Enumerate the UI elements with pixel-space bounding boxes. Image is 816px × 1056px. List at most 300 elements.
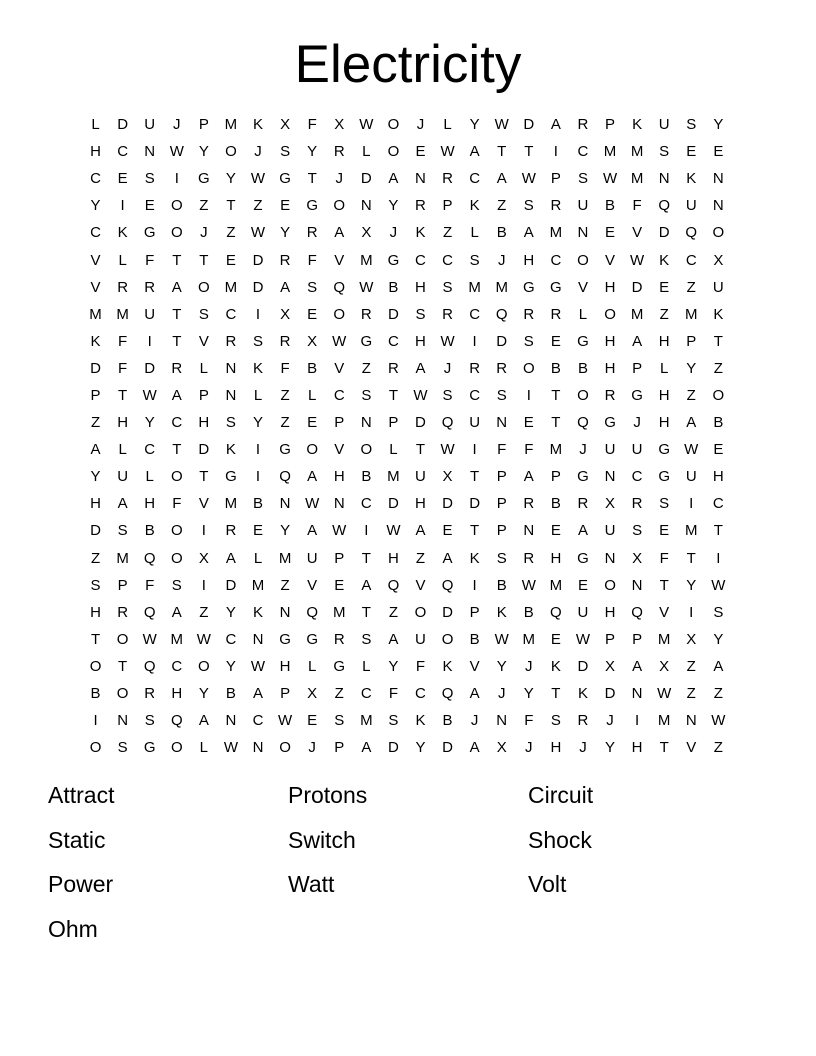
grid-cell[interactable]: N	[658, 170, 670, 188]
grid-cell[interactable]: W	[305, 495, 320, 513]
grid-cell[interactable]: T	[226, 197, 236, 215]
grid-cell[interactable]: Y	[225, 170, 236, 188]
grid-cell[interactable]: R	[144, 278, 156, 296]
grid-cell[interactable]: C	[360, 685, 372, 703]
grid-cell[interactable]: X	[496, 739, 507, 757]
grid-cell[interactable]: T	[415, 441, 426, 459]
grid-cell[interactable]: K	[225, 441, 236, 459]
grid-cell[interactable]: H	[90, 143, 101, 161]
grid-cell[interactable]: H	[658, 332, 670, 350]
grid-cell[interactable]: R	[577, 495, 589, 513]
grid-cell[interactable]: M	[630, 305, 644, 323]
grid-cell[interactable]: V	[334, 359, 345, 377]
grid-cell[interactable]: Z	[280, 386, 290, 404]
grid-cell[interactable]: R	[117, 278, 129, 296]
grid-cell[interactable]: N	[712, 170, 724, 188]
grid-cell[interactable]: T	[118, 386, 128, 404]
grid-cell[interactable]: H	[550, 549, 562, 567]
grid-cell[interactable]: N	[577, 224, 589, 242]
grid-cell[interactable]: H	[117, 414, 129, 432]
grid-cell[interactable]: R	[225, 522, 237, 540]
grid-cell[interactable]: G	[333, 657, 346, 675]
grid-cell[interactable]: E	[605, 224, 616, 242]
grid-cell[interactable]: K	[253, 116, 264, 134]
grid-cell[interactable]: N	[712, 197, 724, 215]
grid-cell[interactable]: E	[415, 143, 426, 161]
grid-cell[interactable]: G	[577, 332, 589, 350]
grid-cell[interactable]: Y	[415, 739, 426, 757]
grid-cell[interactable]: Y	[225, 657, 236, 675]
grid-cell[interactable]: H	[523, 251, 535, 269]
grid-cell[interactable]: K	[469, 549, 480, 567]
grid-cell[interactable]: R	[279, 332, 291, 350]
grid-cell[interactable]: H	[387, 549, 399, 567]
grid-cell[interactable]: Y	[686, 576, 697, 594]
grid-cell[interactable]: P	[334, 739, 345, 757]
grid-cell[interactable]: M	[630, 143, 644, 161]
grid-cell[interactable]: Z	[90, 414, 101, 432]
grid-cell[interactable]: X	[334, 116, 345, 134]
grid-cell[interactable]: E	[442, 522, 453, 540]
grid-cell[interactable]: V	[659, 603, 670, 621]
grid-cell[interactable]: I	[255, 468, 261, 486]
grid-cell[interactable]: P	[388, 414, 399, 432]
grid-cell[interactable]: F	[145, 576, 155, 594]
grid-cell[interactable]: Y	[198, 685, 209, 703]
grid-cell[interactable]: L	[578, 305, 588, 323]
grid-cell[interactable]: I	[716, 549, 721, 567]
grid-cell[interactable]: A	[171, 603, 182, 621]
grid-cell[interactable]: E	[577, 576, 588, 594]
grid-cell[interactable]: H	[333, 468, 345, 486]
grid-cell[interactable]: D	[225, 576, 237, 594]
grid-cell[interactable]: P	[496, 495, 507, 513]
grid-cell[interactable]: I	[147, 332, 152, 350]
grid-cell[interactable]: B	[496, 224, 507, 242]
grid-cell[interactable]: G	[522, 278, 535, 296]
grid-cell[interactable]: M	[116, 305, 129, 323]
grid-cell[interactable]: T	[172, 441, 182, 459]
grid-cell[interactable]: M	[116, 549, 129, 567]
grid-cell[interactable]: C	[550, 251, 562, 269]
grid-cell[interactable]: N	[252, 630, 264, 648]
grid-cell[interactable]: W	[142, 386, 157, 404]
grid-cell[interactable]: A	[280, 278, 291, 296]
grid-cell[interactable]: D	[387, 739, 399, 757]
grid-cell[interactable]: L	[145, 468, 154, 486]
grid-cell[interactable]: A	[117, 495, 128, 513]
grid-cell[interactable]: Z	[497, 197, 507, 215]
grid-cell[interactable]: P	[442, 197, 453, 215]
grid-cell[interactable]: F	[307, 251, 317, 269]
grid-cell[interactable]: F	[415, 657, 426, 675]
grid-cell[interactable]: B	[388, 278, 399, 296]
grid-cell[interactable]: N	[496, 712, 508, 730]
grid-cell[interactable]: K	[469, 197, 480, 215]
grid-cell[interactable]: A	[388, 630, 399, 648]
grid-cell[interactable]: F	[659, 549, 669, 567]
grid-cell[interactable]: S	[171, 576, 182, 594]
grid-cell[interactable]: B	[605, 197, 616, 215]
grid-cell[interactable]: E	[253, 522, 264, 540]
grid-cell[interactable]: G	[631, 386, 643, 404]
grid-cell[interactable]: E	[225, 251, 236, 269]
grid-cell[interactable]: W	[278, 712, 293, 730]
grid-cell[interactable]: A	[469, 739, 480, 757]
grid-cell[interactable]: T	[497, 143, 507, 161]
grid-cell[interactable]: O	[170, 739, 183, 757]
grid-cell[interactable]: R	[469, 359, 481, 377]
grid-cell[interactable]: N	[631, 685, 643, 703]
grid-cell[interactable]: R	[523, 305, 535, 323]
grid-cell[interactable]: P	[198, 386, 209, 404]
grid-cell[interactable]: I	[472, 332, 477, 350]
grid-cell[interactable]: H	[604, 359, 616, 377]
grid-cell[interactable]: U	[415, 468, 426, 486]
grid-cell[interactable]: S	[253, 332, 264, 350]
grid-cell[interactable]: E	[307, 712, 318, 730]
grid-cell[interactable]: F	[118, 359, 128, 377]
grid-cell[interactable]: R	[387, 359, 399, 377]
grid-cell[interactable]: T	[551, 386, 561, 404]
grid-cell[interactable]: H	[90, 495, 101, 513]
grid-cell[interactable]: L	[118, 251, 127, 269]
grid-cell[interactable]: T	[713, 332, 723, 350]
grid-cell[interactable]: H	[90, 603, 101, 621]
grid-cell[interactable]: D	[469, 495, 481, 513]
grid-cell[interactable]: S	[659, 495, 670, 513]
grid-cell[interactable]: F	[118, 332, 128, 350]
grid-cell[interactable]: J	[416, 116, 425, 134]
grid-cell[interactable]: N	[225, 712, 237, 730]
grid-cell[interactable]: H	[712, 468, 724, 486]
grid-cell[interactable]: W	[711, 576, 726, 594]
grid-cell[interactable]: I	[472, 576, 477, 594]
grid-cell[interactable]: U	[144, 305, 156, 323]
grid-cell[interactable]: N	[360, 414, 372, 432]
grid-cell[interactable]: W	[169, 143, 184, 161]
grid-cell[interactable]: L	[118, 441, 127, 459]
grid-cell[interactable]: W	[413, 386, 428, 404]
grid-cell[interactable]: I	[174, 170, 179, 188]
grid-cell[interactable]: Z	[361, 359, 371, 377]
grid-cell[interactable]: B	[253, 495, 264, 513]
grid-cell[interactable]: S	[713, 603, 724, 621]
grid-cell[interactable]: H	[171, 685, 183, 703]
grid-cell[interactable]: G	[306, 630, 318, 648]
grid-cell[interactable]: D	[387, 305, 399, 323]
grid-cell[interactable]: M	[224, 278, 238, 296]
grid-cell[interactable]: M	[657, 712, 671, 730]
grid-cell[interactable]: Y	[713, 630, 724, 648]
grid-cell[interactable]: O	[306, 441, 318, 459]
grid-cell[interactable]: O	[89, 657, 102, 675]
grid-cell[interactable]: W	[575, 630, 591, 648]
grid-cell[interactable]: S	[361, 630, 372, 648]
grid-cell[interactable]: K	[442, 657, 453, 675]
grid-cell[interactable]: C	[360, 495, 372, 513]
grid-cell[interactable]: G	[360, 332, 373, 350]
grid-cell[interactable]: W	[332, 522, 347, 540]
grid-cell[interactable]: A	[361, 576, 372, 594]
grid-cell[interactable]: M	[630, 170, 644, 188]
grid-cell[interactable]: J	[606, 712, 614, 730]
grid-cell[interactable]: D	[252, 278, 264, 296]
grid-cell[interactable]: R	[523, 549, 535, 567]
grid-cell[interactable]: D	[442, 603, 453, 621]
grid-cell[interactable]: O	[279, 739, 291, 757]
grid-cell[interactable]: T	[199, 468, 209, 486]
grid-cell[interactable]: A	[469, 685, 480, 703]
grid-cell[interactable]: M	[89, 305, 102, 323]
grid-cell[interactable]: D	[577, 657, 589, 675]
grid-cell[interactable]: H	[604, 332, 616, 350]
grid-cell[interactable]: A	[550, 116, 561, 134]
grid-cell[interactable]: I	[553, 143, 558, 161]
grid-cell[interactable]: E	[550, 332, 561, 350]
grid-cell[interactable]: O	[441, 630, 454, 648]
grid-cell[interactable]: R	[442, 305, 453, 323]
grid-cell[interactable]: L	[660, 359, 669, 377]
grid-cell[interactable]: D	[658, 224, 670, 242]
grid-cell[interactable]: A	[632, 332, 643, 350]
grid-cell[interactable]: S	[469, 251, 480, 269]
grid-cell[interactable]: D	[442, 495, 453, 513]
grid-cell[interactable]: D	[523, 116, 535, 134]
grid-cell[interactable]: T	[361, 603, 371, 621]
grid-cell[interactable]: O	[89, 739, 102, 757]
grid-cell[interactable]: C	[442, 251, 453, 269]
grid-cell[interactable]: G	[279, 441, 291, 459]
grid-cell[interactable]: I	[689, 603, 694, 621]
grid-cell[interactable]: T	[551, 685, 561, 703]
grid-cell[interactable]: T	[172, 332, 182, 350]
grid-cell[interactable]: R	[550, 197, 562, 215]
grid-cell[interactable]: J	[308, 739, 316, 757]
grid-cell[interactable]: S	[361, 386, 372, 404]
grid-cell[interactable]: L	[253, 549, 263, 567]
grid-cell[interactable]: D	[496, 332, 508, 350]
grid-cell[interactable]: M	[549, 576, 563, 594]
grid-cell[interactable]: J	[200, 224, 208, 242]
grid-cell[interactable]: A	[632, 657, 643, 675]
grid-cell[interactable]: V	[334, 441, 345, 459]
grid-cell[interactable]: I	[635, 712, 640, 730]
grid-cell[interactable]: S	[496, 549, 507, 567]
grid-cell[interactable]: W	[440, 441, 455, 459]
grid-cell[interactable]: W	[521, 170, 536, 188]
grid-cell[interactable]: Z	[686, 386, 696, 404]
grid-cell[interactable]: Q	[333, 278, 346, 296]
grid-cell[interactable]: E	[144, 197, 155, 215]
grid-cell[interactable]: O	[604, 576, 616, 594]
grid-cell[interactable]: Q	[143, 549, 156, 567]
grid-cell[interactable]: Q	[306, 603, 318, 621]
grid-cell[interactable]: D	[252, 251, 264, 269]
grid-cell[interactable]: O	[387, 116, 400, 134]
grid-cell[interactable]: M	[685, 522, 698, 540]
grid-cell[interactable]: S	[225, 414, 236, 432]
grid-cell[interactable]: R	[360, 305, 372, 323]
grid-cell[interactable]: E	[686, 143, 697, 161]
grid-cell[interactable]: B	[523, 603, 534, 621]
grid-cell[interactable]: O	[116, 685, 129, 703]
grid-cell[interactable]: M	[549, 224, 563, 242]
grid-cell[interactable]: N	[252, 739, 264, 757]
grid-cell[interactable]: D	[144, 359, 156, 377]
grid-cell[interactable]: O	[387, 143, 400, 161]
grid-cell[interactable]: R	[577, 712, 589, 730]
grid-cell[interactable]: X	[605, 657, 616, 675]
grid-cell[interactable]: Y	[388, 197, 399, 215]
grid-cell[interactable]: J	[389, 224, 398, 242]
grid-cell[interactable]: U	[604, 522, 616, 540]
grid-cell[interactable]: U	[306, 549, 318, 567]
grid-cell[interactable]: L	[389, 441, 398, 459]
grid-cell[interactable]: T	[524, 143, 534, 161]
grid-cell[interactable]: K	[253, 359, 264, 377]
grid-cell[interactable]: W	[602, 170, 618, 188]
grid-cell[interactable]: J	[173, 116, 181, 134]
grid-cell[interactable]: R	[306, 224, 318, 242]
grid-cell[interactable]: M	[170, 630, 184, 648]
grid-cell[interactable]: A	[442, 549, 453, 567]
grid-cell[interactable]: X	[307, 685, 318, 703]
grid-cell[interactable]: S	[198, 305, 209, 323]
grid-cell[interactable]: S	[442, 278, 453, 296]
grid-cell[interactable]: X	[280, 116, 291, 134]
grid-cell[interactable]: Z	[686, 278, 696, 296]
grid-cell[interactable]: H	[550, 739, 562, 757]
grid-cell[interactable]: F	[632, 197, 642, 215]
grid-cell[interactable]: I	[472, 441, 477, 459]
grid-cell[interactable]: O	[170, 197, 183, 215]
grid-cell[interactable]: A	[171, 278, 182, 296]
grid-cell[interactable]: Z	[415, 549, 426, 567]
grid-cell[interactable]: A	[388, 170, 399, 188]
grid-cell[interactable]: X	[713, 251, 724, 269]
grid-cell[interactable]: J	[633, 414, 641, 432]
grid-cell[interactable]: N	[604, 468, 616, 486]
grid-cell[interactable]: F	[172, 495, 182, 513]
grid-cell[interactable]: T	[199, 251, 209, 269]
grid-cell[interactable]: G	[279, 630, 291, 648]
grid-cell[interactable]: J	[525, 657, 533, 675]
grid-cell[interactable]: P	[496, 468, 507, 486]
grid-cell[interactable]: Y	[90, 468, 101, 486]
grid-cell[interactable]: P	[550, 170, 561, 188]
grid-cell[interactable]: U	[712, 278, 724, 296]
grid-cell[interactable]: K	[577, 685, 588, 703]
grid-cell[interactable]: R	[171, 359, 183, 377]
grid-cell[interactable]: K	[496, 603, 507, 621]
grid-cell[interactable]: P	[280, 685, 291, 703]
grid-cell[interactable]: M	[387, 468, 400, 486]
grid-cell[interactable]: R	[496, 359, 508, 377]
grid-cell[interactable]: K	[550, 657, 561, 675]
grid-cell[interactable]: B	[550, 495, 561, 513]
grid-cell[interactable]: C	[90, 224, 101, 242]
grid-cell[interactable]: S	[415, 305, 426, 323]
grid-cell[interactable]: I	[526, 386, 531, 404]
grid-cell[interactable]: A	[361, 739, 372, 757]
grid-cell[interactable]: C	[90, 170, 101, 188]
grid-cell[interactable]: I	[93, 712, 98, 730]
grid-cell[interactable]: G	[198, 170, 210, 188]
grid-cell[interactable]: E	[280, 197, 291, 215]
grid-cell[interactable]: C	[252, 712, 264, 730]
grid-cell[interactable]: S	[442, 386, 453, 404]
grid-cell[interactable]: W	[359, 116, 374, 134]
grid-cell[interactable]: R	[333, 630, 345, 648]
grid-cell[interactable]: N	[117, 712, 129, 730]
grid-cell[interactable]: K	[117, 224, 128, 242]
grid-cell[interactable]: K	[253, 603, 264, 621]
grid-cell[interactable]: X	[198, 549, 209, 567]
grid-cell[interactable]: Z	[280, 576, 290, 594]
grid-cell[interactable]: O	[333, 197, 346, 215]
grid-cell[interactable]: V	[90, 251, 101, 269]
grid-cell[interactable]: V	[632, 224, 643, 242]
grid-cell[interactable]: U	[658, 116, 670, 134]
grid-cell[interactable]: C	[469, 386, 481, 404]
grid-cell[interactable]: N	[333, 495, 345, 513]
grid-cell[interactable]: G	[604, 414, 616, 432]
grid-cell[interactable]: W	[521, 576, 536, 594]
grid-cell[interactable]: O	[170, 522, 183, 540]
grid-cell[interactable]: S	[307, 278, 318, 296]
grid-cell[interactable]: Y	[90, 197, 101, 215]
grid-cell[interactable]: Q	[550, 603, 562, 621]
grid-cell[interactable]: Z	[253, 197, 263, 215]
grid-cell[interactable]: A	[307, 522, 318, 540]
grid-cell[interactable]: I	[689, 495, 694, 513]
grid-cell[interactable]: V	[605, 251, 616, 269]
grid-cell[interactable]: M	[251, 576, 265, 594]
grid-cell[interactable]: Z	[713, 739, 723, 757]
grid-cell[interactable]: R	[144, 685, 156, 703]
grid-cell[interactable]: M	[685, 305, 698, 323]
grid-cell[interactable]: L	[199, 359, 209, 377]
grid-cell[interactable]: I	[364, 522, 369, 540]
grid-cell[interactable]: W	[142, 630, 157, 648]
grid-cell[interactable]: Y	[605, 739, 616, 757]
grid-cell[interactable]: O	[577, 386, 589, 404]
grid-cell[interactable]: S	[117, 739, 128, 757]
grid-cell[interactable]: V	[686, 739, 697, 757]
grid-cell[interactable]: U	[144, 116, 156, 134]
grid-cell[interactable]: V	[90, 278, 101, 296]
grid-cell[interactable]: Z	[713, 359, 723, 377]
grid-cell[interactable]: Z	[199, 603, 209, 621]
grid-cell[interactable]: Y	[686, 359, 697, 377]
grid-cell[interactable]: Q	[441, 576, 454, 594]
grid-cell[interactable]: O	[198, 278, 210, 296]
grid-cell[interactable]: N	[279, 603, 291, 621]
grid-cell[interactable]: E	[307, 414, 318, 432]
grid-cell[interactable]: R	[604, 386, 616, 404]
grid-cell[interactable]: M	[522, 630, 536, 648]
grid-cell[interactable]: M	[657, 630, 671, 648]
grid-cell[interactable]: O	[170, 224, 183, 242]
grid-cell[interactable]: B	[469, 630, 480, 648]
grid-cell[interactable]: S	[659, 143, 670, 161]
grid-cell[interactable]: Y	[713, 116, 724, 134]
grid-cell[interactable]: G	[577, 468, 589, 486]
grid-cell[interactable]: E	[550, 630, 561, 648]
grid-cell[interactable]: M	[360, 712, 373, 730]
grid-cell[interactable]: N	[225, 386, 237, 404]
